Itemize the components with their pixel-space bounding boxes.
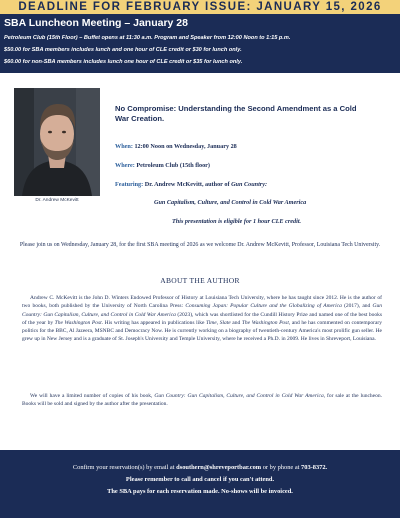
sale-text: , for sale at the luncheon. Books will be sold and signed by the author after the presentation. (22, 393, 382, 408)
when-value: 12:00 Noon on Wednesday, January 28 (134, 143, 237, 150)
deadline-banner: DEADLINE FOR FEBRUARY ISSUE: JANUARY 15, 2026 (0, 0, 400, 14)
featuring-value: Dr. Andrew McKevitt, author of (144, 181, 230, 188)
featuring-row (115, 181, 267, 188)
where-row (115, 162, 210, 169)
member-price: $50.00 for SBA members includes lunch and one hour of CLE credit or $30 for lunch only. (4, 47, 242, 53)
bio-text: , (216, 319, 220, 326)
email-link[interactable]: dsouthern@shreveportbar.com (176, 464, 262, 471)
bio-text: and (230, 319, 242, 326)
footer-banner (0, 450, 400, 518)
bio-publication: Time (206, 319, 217, 326)
nonmember-price: $60.00 for non-SBA members includes lunch one hour of CLE credit or $35 for lunch only. (4, 59, 243, 65)
cancel-line: Please remember to call and cancel if you can't attend. (125, 476, 275, 483)
bio-text: . His writing has appeared in publications like (101, 319, 206, 326)
bio-publication: The Washington Post (241, 319, 289, 326)
bio-book-title: Consuming Japan: Popular Culture and the Globalizing of America (185, 303, 342, 310)
confirm-text: Confirm your reservation(s) by email at (72, 464, 177, 471)
sale-text: We will have a limited number of copies of his book, (30, 393, 155, 399)
where-value: Petroleum Club (15th floor) (136, 162, 210, 169)
book-sale-note (22, 392, 382, 409)
bio-publication: The Washington Post (54, 319, 102, 326)
cle-note: This presentation is eligible for 1 hour CLE credit. (172, 218, 302, 225)
about-heading: ABOUT THE AUTHOR (160, 276, 240, 285)
join-text: Please join us on Wednesday, January 28, for the first SBA meeting of 2026 as we welcome Dr. Andrew McKevitt, Professor, Louisiana Tech University. (19, 242, 381, 248)
bio-text: (2023), which was shortlisted for the Cundill History Prize and named one of the best books of the year by (22, 311, 382, 326)
speaker-photo (14, 88, 100, 196)
photo-caption: Dr. Andrew McKevitt (35, 198, 79, 203)
when-label: When: (115, 143, 133, 150)
confirm-line (0, 464, 400, 471)
bio-text: Andrew C. McKevitt is the John D. Winters Endowed Professor of History at Louisiana Tech University, where he has taught since 2012. He is the author of two books, both published by the University of North Carolina Press: (22, 295, 382, 310)
noshow-line: The SBA pays for each reservation made. No-shows will be invoiced. (107, 488, 293, 495)
sale-book-title: Gun Country: Gun Capitalism, Culture, and Control in Cold War America (154, 393, 324, 399)
bio-book-title: Gun Country: Gun Capitalism, Culture, and Control in Cold War America (22, 303, 382, 318)
confirm-text: or by phone at (261, 464, 302, 471)
header-banner (0, 0, 400, 73)
bio-text: (2017), and (341, 303, 373, 310)
where-label: Where: (115, 162, 135, 169)
talk-title: No Compromise: Understanding the Second Amendment as a Cold War Creation. (115, 104, 357, 123)
bio-text: , and he has commented on contemporary politics for the BBC, Al Jazeera, MSNBC and Democracy Now. He is currently working on a biography of twentieth-century America's most prolific gun seller. He grew up in New Jersey and is a graduate of St. Joseph's University and Temple University, where he received a Ph.D. in 2009. He lives in Shreveport, Louisiana. (22, 319, 383, 343)
bio-publication: Slate (219, 319, 231, 326)
phone-number: 703-8372. (301, 464, 328, 471)
luncheon-title: SBA Luncheon Meeting – January 28 (4, 17, 188, 29)
featuring-label: Featuring: (115, 181, 144, 188)
venue-info: Petroleum Club (15th Floor) – Buffet opens at 11:30 a.m. Program and Speaker from 12:00 Noon to 1:15 p.m. (4, 35, 291, 41)
book-subtitle: Gun Capitalism, Culture, and Control in Cold War America (154, 199, 307, 206)
author-bio (22, 294, 382, 344)
when-row (115, 143, 237, 150)
featuring-book: Gun Country: (231, 181, 268, 188)
